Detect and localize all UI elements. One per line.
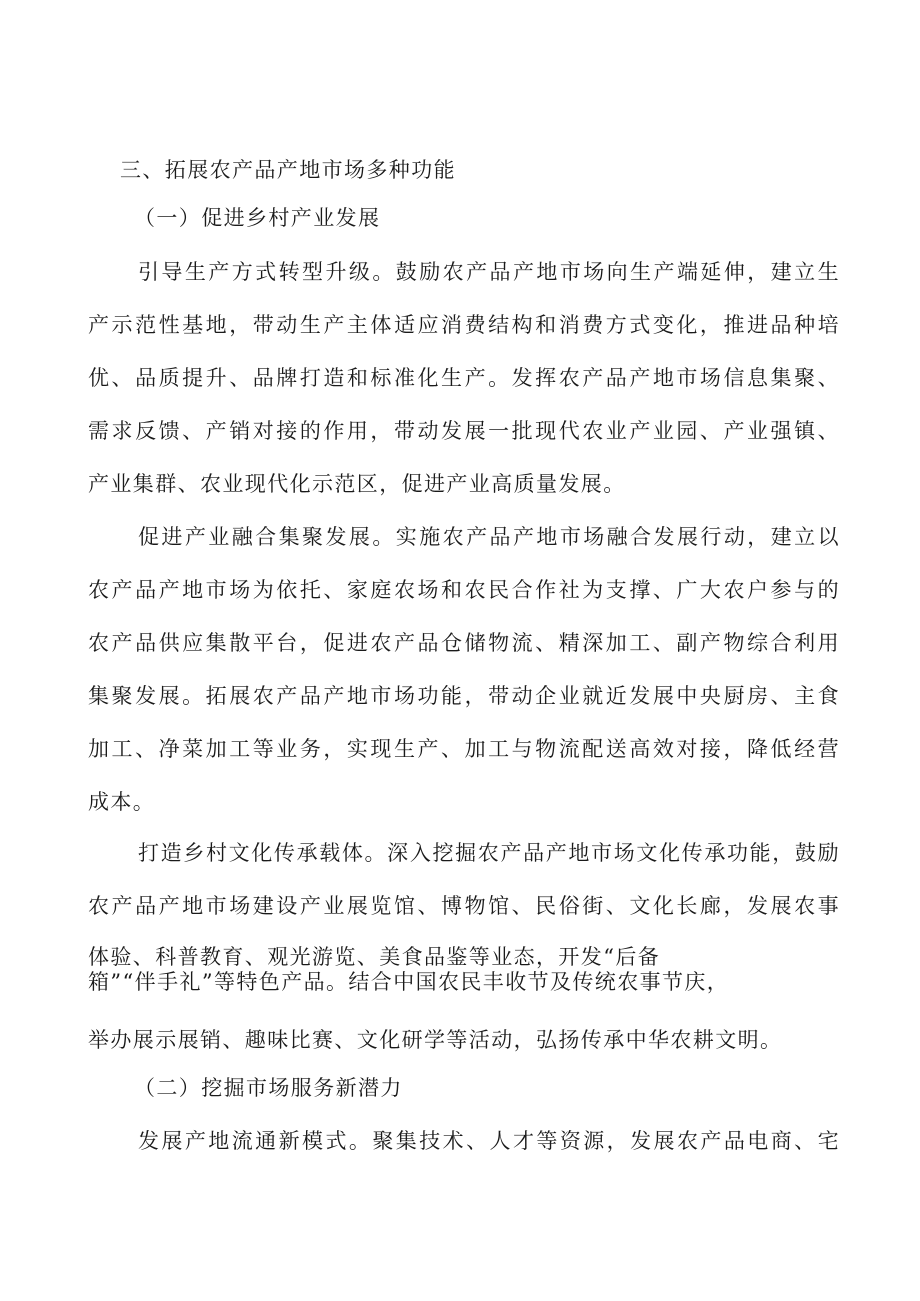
paragraph-line: 举办展示展销、趣味比赛、文化研学等活动，弘扬传承中华农耕文明。 — [88, 1028, 783, 1052]
paragraph-line: 加工、净菜加工等业务，实现生产、加工与物流配送高效对接，降低经营 — [88, 737, 840, 761]
paragraph-line: 集聚发展。拓展农产品产地市场功能，带动企业就近发展中央厨房、主食 — [88, 684, 840, 708]
section-heading: 三、拓展农产品产地市场多种功能 — [120, 158, 456, 182]
paragraph-line: 产业集群、农业现代化示范区，促进产业高质量发展。 — [88, 472, 626, 496]
paragraph-line: 需求反馈、产销对接的作用，带动发展一批现代农业产业园、产业强镇、 — [88, 419, 840, 443]
subsection-heading: （一）促进乡村产业发展 — [134, 206, 381, 230]
paragraph-line: 打造乡村文化传承载体。深入挖掘农产品产地市场文化传承功能，鼓励 — [138, 841, 840, 865]
paragraph-line: 促进产业融合集聚发展。实施农产品产地市场融合发展行动，建立以 — [138, 525, 840, 549]
paragraph-line: 发展产地流通新模式。聚集技术、人才等资源，发展农产品电商、宅 — [138, 1129, 840, 1153]
paragraph-line: 农产品供应集散平台，促进农产品仓储物流、精深加工、副产物综合利用 — [88, 631, 840, 655]
paragraph-line: 体验、科普教育、观光游览、美食品鉴等业态，开发“后备 — [88, 945, 661, 969]
paragraph-line: 产示范性基地，带动生产主体适应消费结构和消费方式变化，推进品种培 — [88, 313, 840, 337]
paragraph-line: 成本。 — [88, 790, 156, 814]
subsection-heading: （二）挖掘市场服务新潜力 — [134, 1076, 403, 1100]
paragraph-line: 箱”“伴手礼”等特色产品。结合中国农民丰收节及传统农事节庆， — [88, 970, 730, 994]
paragraph-line: 优、品质提升、品牌打造和标准化生产。发挥农产品产地市场信息集聚、 — [88, 366, 840, 390]
paragraph-line: 农产品产地市场为依托、家庭农场和农民合作社为支撑、广大农户参与的 — [88, 578, 840, 602]
paragraph-line: 农产品产地市场建设产业展览馆、博物馆、民俗街、文化长廊，发展农事 — [88, 894, 840, 918]
paragraph-line: 引导生产方式转型升级。鼓励农产品产地市场向生产端延伸，建立生 — [138, 260, 840, 284]
